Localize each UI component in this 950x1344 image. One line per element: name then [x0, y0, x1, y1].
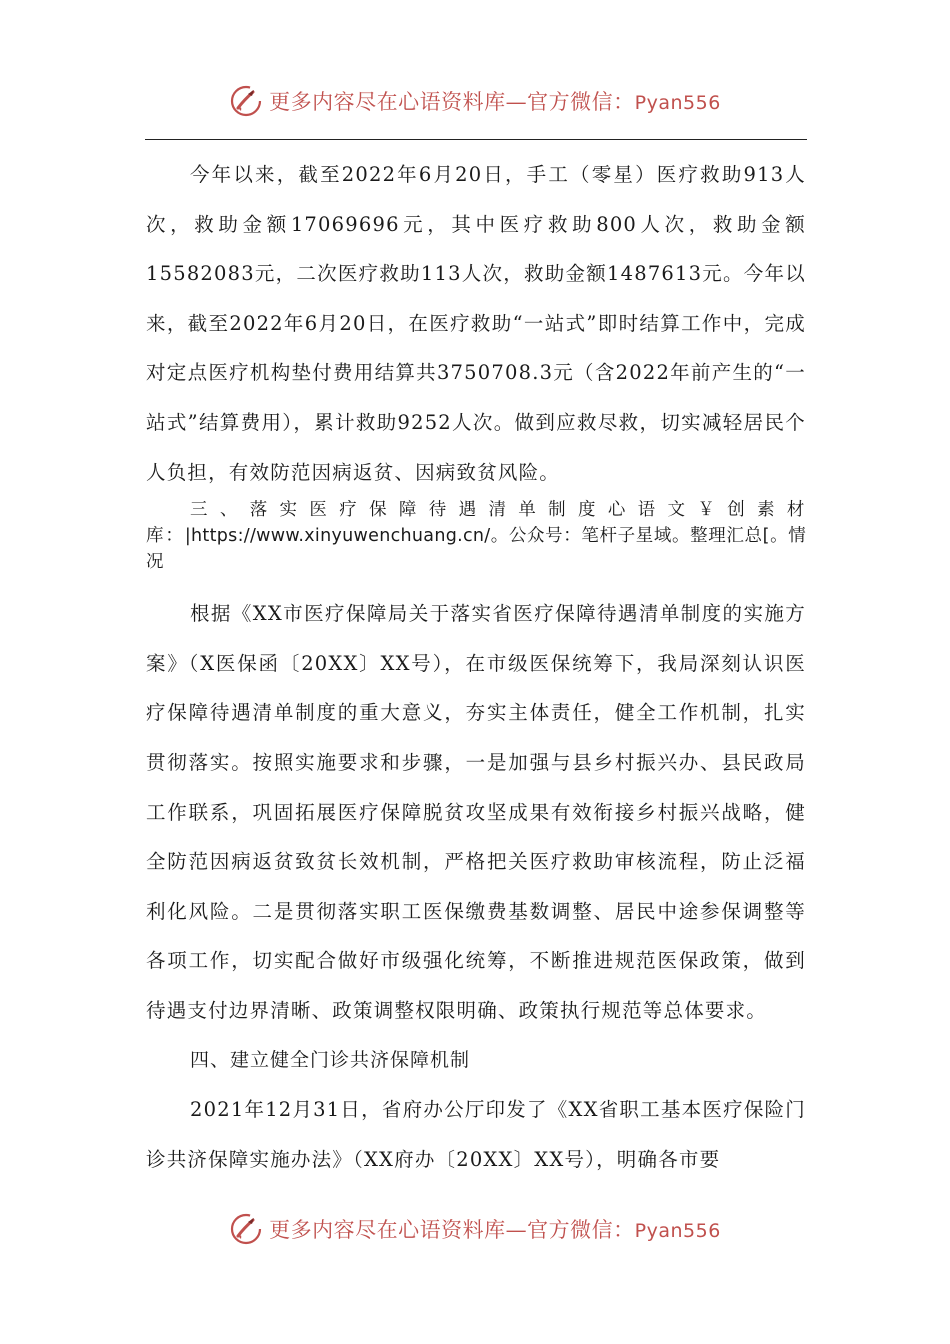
- header-wechat-id: Pyan556: [634, 92, 721, 114]
- paragraph-relief-stats: 今年以来，截至2022年6月20日，手工（零星）医疗救助913人次，救助金额17069696元，其中医疗救助800人次，救助金额15582083元，二次医疗救助113人次，救助金额1487613元。今年以来，截至2022年6月20日，在医疗救助“一站式”即时结算工作中，完成对定点医疗机构垫付费用结算共3750708.3元（含2022年前产生的“一站式”结算费用），累计救助9252人次。做到应救尽救，切实减轻居民个人负担，有效防范因病返贫、因病致贫风险。: [146, 163, 806, 484]
- brush-logo-icon: [229, 1212, 263, 1246]
- footer-wechat-id: Pyan556: [634, 1220, 721, 1242]
- document-body: [146, 150, 806, 1184]
- section-3-watermark-text: |https://www.xinyuwenchuang.cn/。公众号：笔杆子星域。整理汇总[。情况: [146, 526, 806, 573]
- footer-banner-text: 更多内容尽在心语资料库—官方微信：Pyan556: [269, 1218, 721, 1242]
- section-3-heading: 三、落实医疗保障待遇清单制度心语文￥创素材库：|https://www.xinyuwenchuang.cn/。公众号：笔杆子星域。整理汇总[。情况: [146, 500, 806, 573]
- header-banner-text: 更多内容尽在心语资料库—官方微信：Pyan556: [269, 90, 721, 114]
- section-4-heading: 四、建立健全门诊共济保障机制: [190, 1048, 471, 1071]
- header-banner: [0, 76, 950, 126]
- brush-logo-icon: [229, 84, 263, 118]
- paragraph-treatment-list: 根据《XX市医疗保障局关于落实省医疗保障待遇清单制度的实施方案》（X医保函〔20XX〕XX号），在市级医保统筹下，我局深刻认识医疗保障待遇清单制度的重大意义，夯实主体责任，健全工作机制，扎实贯彻落实。按照实施要求和步骤，一是加强与县乡村振兴办、县民政局工作联系，巩固拓展医疗保障脱贫攻坚成果有效衔接乡村振兴战略，健全防范因病返贫致贫长效机制，严格把关医疗救助审核流程，防止泛福利化风险。二是贯彻落实职工医保缴费基数调整、居民中途参保调整等各项工作，切实配合做好市级强化统筹，不断推进规范医保政策，做到待遇支付边界清晰、政策调整权限明确、政策执行规范等总体要求。: [146, 602, 806, 1022]
- header-divider: [145, 139, 807, 140]
- footer-banner: [0, 1204, 950, 1254]
- paragraph-outpatient: 2021年12月31日，省府办公厅印发了《XX省职工基本医疗保险门诊共济保障实施办法》（XX府办〔20XX〕XX号），明确各市要: [146, 1098, 806, 1171]
